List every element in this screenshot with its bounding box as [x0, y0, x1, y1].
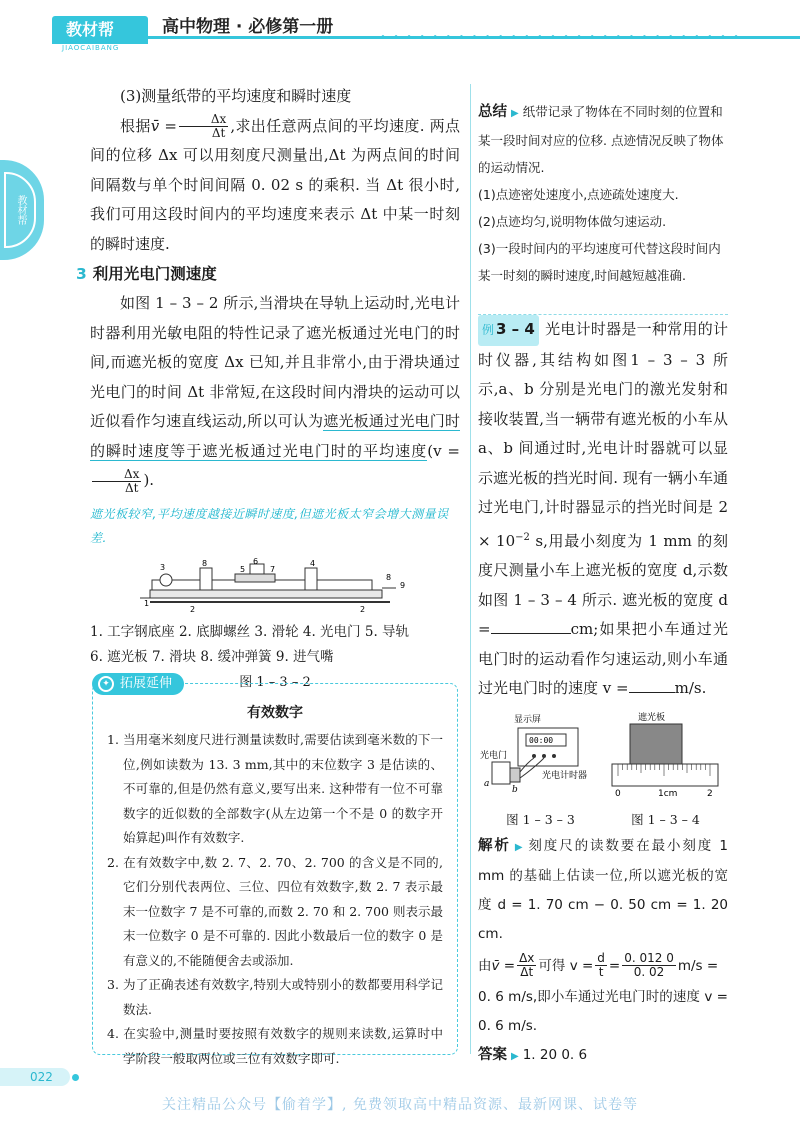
- extension-tag: ✦ 拓展延伸: [92, 673, 184, 695]
- section-heading: 3 利用光电门测速度: [76, 265, 217, 283]
- label-a: a: [484, 778, 490, 789]
- series-badge-subtitle: JIAOCAIBANG: [62, 44, 120, 52]
- series-badge: 教材帮: [52, 16, 148, 44]
- book-title: 高中物理 · 必修第一册: [162, 17, 334, 37]
- extension-item: 3. 为了正确表述有效数字,特别大或特别小的数都要用科学记数法.: [107, 977, 443, 1017]
- fraction: $\frac{\Delta x}{\Delta t}$: [179, 113, 228, 140]
- header-dots: • • • • • • • • • • • • • • • • • • • • • • • • • • • •: [380, 32, 741, 43]
- fraction: $\frac{\Delta x}{\Delta t}$: [92, 468, 141, 495]
- analysis-block: 解析 ▶ 刻度尺的读数要在最小刻度 1 mm 的基础上估读一位,所以遮光板的宽度 d = 1. 70 cm − 0. 50 cm = 1. 20 cm.: [478, 837, 728, 942]
- figure-legend: [90, 620, 460, 670]
- extension-item: 1. 当用毫米刻度尺进行测量读数时,需要估读到毫米数的下一位,例如读数为 13. 3 mm,其中的末位数字 3 是估读的、不可靠的,但是仍然有意义,要写出来. 这种带有一位不可靠数字的近似数的全部数字(从左边第一个不是 0 的数字开始算起)叫作有效数字.: [107, 732, 443, 845]
- legend-line-1: 1. 工字钢底座 2. 底脚螺丝 3. 滑轮 4. 光电门 5. 导轨: [90, 623, 410, 640]
- extension-box: [92, 683, 458, 1066]
- left-column: [76, 82, 460, 696]
- timer-label: 光电计时器: [542, 770, 588, 781]
- extension-title: 有效数字: [247, 705, 303, 721]
- subheading-3: (3)测量纸带的平均速度和瞬时速度: [120, 87, 352, 105]
- summary-item: (1)点迹密处速度小,点迹疏处速度大.: [478, 187, 679, 202]
- screen-label: 显示屏: [514, 714, 542, 725]
- label-2-left: 2: [190, 604, 196, 614]
- analysis-formula: 由v̄ = $\frac{\Delta x}{\Delta t}$ 可得 v = $\frac{d}{t}$ = $\frac{0. 012 0}{0. 02}$ m/s =: [478, 951, 719, 979]
- label-8-right: 8: [386, 572, 392, 582]
- page-dot: [72, 1074, 79, 1081]
- handwritten-note: 遮光板较窄,平均速度越接近瞬时速度,但遮光板太窄会增大测量误差.: [90, 506, 449, 545]
- label-9: 9: [400, 580, 406, 590]
- side-tab: [0, 160, 44, 260]
- label-4: 4: [310, 558, 316, 568]
- label-5: 5: [240, 564, 246, 574]
- analysis-result: 0. 6 m/s,即小车通过光电门时的速度 v = 0. 6 m/s.: [478, 988, 728, 1034]
- lightbulb-icon: ✦: [98, 676, 114, 692]
- triangle-icon: ▶: [511, 1050, 519, 1062]
- right-column: [478, 98, 728, 1071]
- extension-item: 4. 在实验中,测量时要按照有效数字的规则来读数,运算时中学阶段一般取两位或三位有效数字即可.: [107, 1026, 443, 1066]
- ruler-one: 1cm: [658, 788, 678, 799]
- figure-captions: [478, 808, 728, 832]
- highlighted-conclusion: 遮光板通过光电门时的瞬时速度等于遮光板通过光电门时的平均速度: [90, 412, 460, 460]
- paragraph-photogate: 如图 1 – 3 – 2 所示,当滑块在导轨上运动时,光电计时器利用光敏电阻的特性记录了遮光板通过光电门的时间,而遮光板的宽度 Δx 已知,并且非常小,由于滑块通过光电门的时间 Δt 非常短,在这段时间内滑块的运动可以近似看作匀速直线运动,所以可认为遮光板通过光电门时的瞬时速度等于遮光板通过光电门时的平均速度(v = $\frac{\Delta x}{\Delta t}$ ).: [90, 294, 460, 495]
- figure-caption: 图 1 – 3 – 2: [239, 674, 311, 690]
- triangle-icon: ▶: [514, 841, 525, 853]
- timer-digits: 00:00: [529, 735, 554, 745]
- example-3-4: 例 3 – 4 光电计时器是一种常用的计时仪器,其结构如图1 – 3 – 3 所示,a、b 分别是光电门的激光发射和接收装置,当一辆带有遮光板的小车从 a、b 间通过时,光电计时器就可以显示遮光板的挡光时间. 现有一辆小车通过光电门,计时器显示的挡光时间是 $2 \times 10^{-2}$ s,用最小刻度为 1 mm 的刻度尺测量小车上遮光板的宽度 d,示数如图 1 – 3 – 4 所示. 遮光板的宽度 d = cm;如果把小车通过光电门时的运动看作匀速运动,则小车通过光电门时的速度 v = m/s.: [478, 315, 728, 704]
- label-7: 7: [270, 564, 276, 574]
- summary-block: 总结 ▶ 纸带记录了物体在不同时刻的位置和某一段时间对应的位移. 点迹情况反映了物体的运动情况.: [478, 104, 724, 175]
- label-8-left: 8: [202, 558, 208, 568]
- analysis-label: 解析: [478, 837, 511, 854]
- watermark: 关注精品公众号【偷着学】, 免费领取高中精品资源、最新网课、试卷等: [162, 1097, 638, 1113]
- page-number: 022: [0, 1068, 70, 1086]
- example-figures: [478, 712, 728, 808]
- paragraph-average-velocity: 根据v̄ = $\frac{\Delta x}{\Delta t}$ ,求出任意两点间的平均速度. 两点间的位移 Δx 可以用刻度尺测量出,Δt 为两点间的时间间隔数与单个时间间隔 0. 02 s 的乘积. 当 Δt 很小时,我们可用这段时间内的平均速度来表示 Δt 中某一时刻的瞬时速度.: [90, 112, 460, 253]
- answer-block: 答案 ▶ 1. 20 0. 6: [478, 1046, 588, 1063]
- answer-blank-2: [629, 692, 675, 693]
- summary-item: (3)一段时间内的平均速度可代替这段时间内某一时刻的瞬时速度,时间越短越准确.: [478, 241, 721, 283]
- extension-item: 2. 在有效数字中,数 2. 7、2. 70、2. 700 的含义是不同的,它们分别代表两位、三位、四位有效数字,数 2. 7 表示最末一位数字 7 是不可靠的,而数 2. 70 和 2. 700 则表示最末一位数字 0 是不可靠的. 因此小数最后一位的数字 0 是有意义的,不能随便舍去或添加.: [107, 854, 443, 968]
- side-tab-label: 教材帮: [4, 172, 36, 248]
- label-1: 1: [144, 598, 150, 608]
- label-3: 3: [160, 562, 166, 572]
- page-header: [0, 0, 800, 62]
- summary-label: 总结: [478, 104, 507, 120]
- gate-label: 光电门: [480, 750, 508, 761]
- label-b: b: [512, 784, 518, 795]
- caption-1-3-4: 图 1 – 3 – 4: [631, 811, 700, 827]
- label-2-right: 2: [360, 604, 366, 614]
- answer-label: 答案: [478, 1046, 507, 1063]
- right-divider: [478, 314, 728, 315]
- ruler-zero: 0: [615, 788, 621, 799]
- answer-blank-1: [491, 633, 571, 634]
- column-divider: [470, 84, 471, 1054]
- caption-1-3-3: 图 1 – 3 – 3: [506, 811, 575, 827]
- photogate-and-ruler-figure: [478, 712, 728, 808]
- example-tag: 例 3 – 4: [478, 315, 539, 346]
- ruler-two: 2: [707, 788, 713, 799]
- plate-label: 遮光板: [638, 712, 666, 723]
- legend-line-2: 6. 遮光板 7. 滑块 8. 缓冲弹簧 9. 进气嘴: [90, 648, 334, 665]
- summary-item: (2)点迹均匀,说明物体做匀速运动.: [478, 214, 667, 229]
- triangle-icon: ▶: [511, 108, 519, 119]
- air-track-apparatus-figure: [90, 558, 460, 614]
- label-6: 6: [253, 557, 259, 566]
